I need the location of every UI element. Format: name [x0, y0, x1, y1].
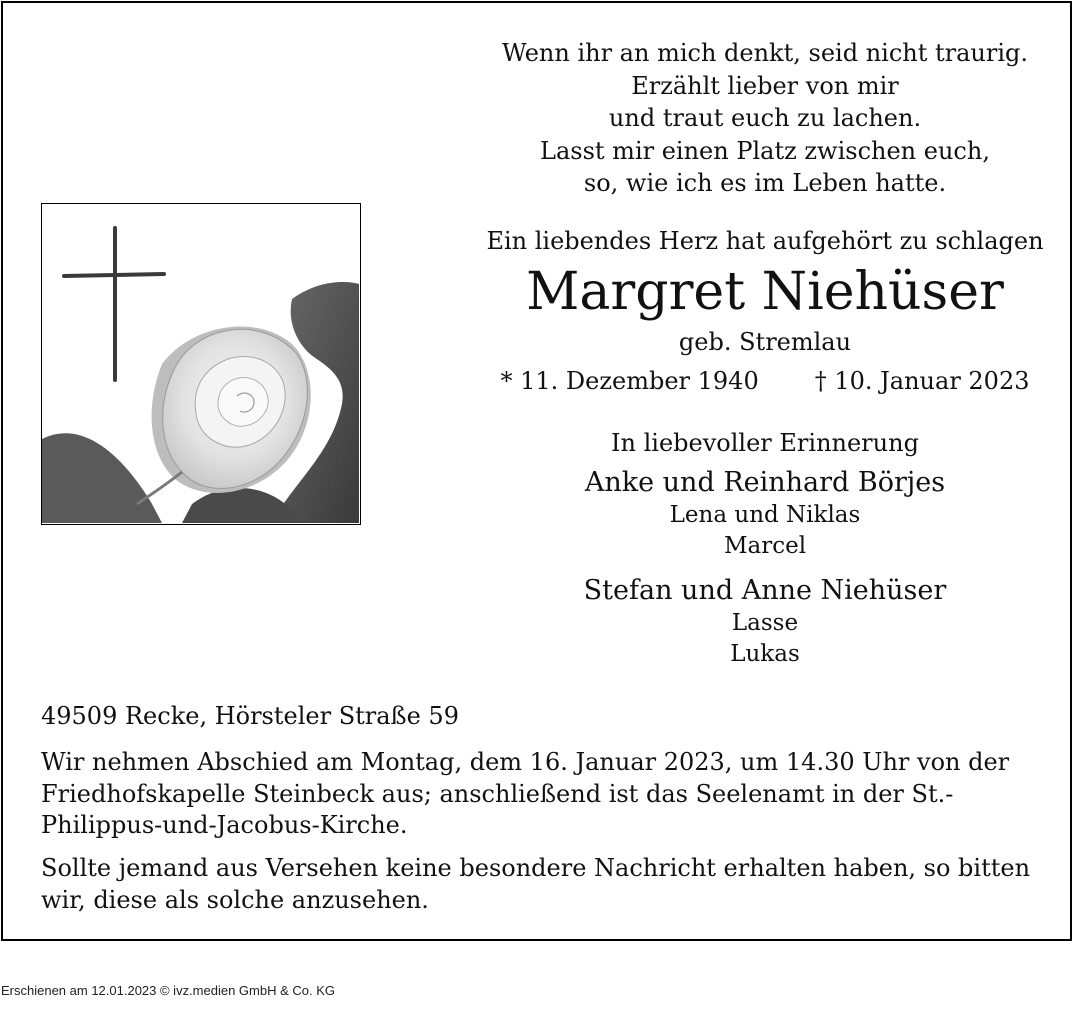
poem-line: Lasst mir einen Platz zwischen euch, [540, 136, 990, 165]
poem-line: so, wie ich es im Leben hatte. [583, 169, 947, 197]
notice-note: Sollte jemand aus Versehen keine besondere Nachricht erhalten haben, so bitten wir, diese als solche anzusehen. [41, 854, 1031, 914]
memory-intro: In liebevoller Erinnerung [611, 429, 919, 457]
life-dates [468, 365, 1062, 397]
family-name: Stefan und Anne Niehüser [583, 575, 947, 606]
memorial-image [41, 203, 361, 525]
poem-line: und traut euch zu lachen. [608, 104, 922, 132]
family-member: Lena und Niklas [669, 502, 861, 528]
mourner-family [468, 574, 1062, 670]
obituary-intro: Ein liebendes Herz hat aufgehört zu schlagen [486, 227, 1044, 255]
address: 49509 Recke, Hörsteler Straße 59 [41, 702, 459, 730]
family-member: Lukas [730, 641, 800, 667]
mourner-family [468, 466, 1062, 562]
ceremony-info: Wir nehmen Abschied am Montag, dem 16. Januar 2023, um 14.30 Uhr von der Friedhofskapelle Steinbeck aus; anschließend ist das Seelenamt in der St.-Philippus-und-Jacobus-Kirche. [41, 748, 1010, 839]
family-name: Anke und Reinhard Börjes [584, 467, 946, 498]
death-date: † 10. Januar 2023 [814, 367, 1030, 395]
poem [468, 37, 1062, 200]
family-member: Lasse [731, 610, 799, 636]
maiden-name: geb. Stremlau [678, 328, 852, 356]
birth-date: * 11. Dezember 1940 [500, 367, 759, 395]
deceased-name: Margret Niehüser [526, 262, 1004, 322]
poem-line: Erzählt lieber von mir [631, 71, 899, 100]
publication-footer: Erschienen am 12.01.2023 © ivz.medien GmbH & Co. KG [1, 983, 336, 998]
obituary-notice [1, 1, 1072, 941]
poem-line: Wenn ihr an mich denkt, seid nicht traurig. [501, 39, 1029, 67]
family-member: Marcel [723, 533, 807, 559]
